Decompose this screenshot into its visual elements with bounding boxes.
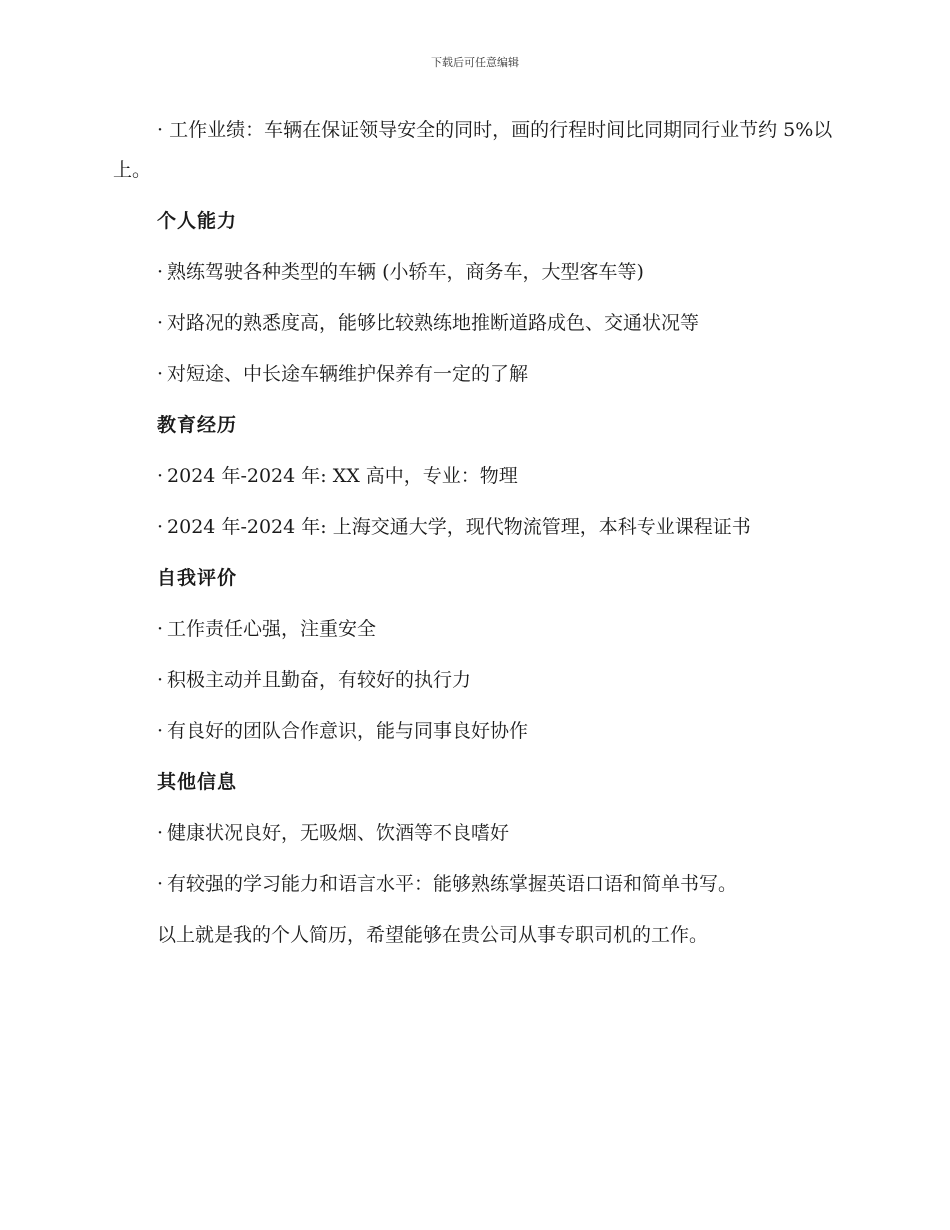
section-heading-other-info: 其他信息 (157, 771, 238, 793)
work-performance-paragraph: · 工作业绩：车辆在保证领导安全的同时，画的行程时间比同期同行业节约 5%以上。 (113, 119, 833, 181)
list-item: · 有良好的团队合作意识，能与同事良好协作 (113, 711, 833, 751)
list-item: · 有较强的学习能力和语言水平：能够熟练掌握英语口语和简单书写。 (113, 864, 833, 904)
resume-content (113, 110, 833, 955)
list-item: · 工作责任心强，注重安全 (113, 609, 833, 649)
list-item: · 对路况的熟悉度高，能够比较熟练地推断道路成色、交通状况等 (113, 303, 833, 343)
list-item: · 熟练驾驶各种类型的车辆 (小轿车，商务车，大型客车等) (113, 252, 833, 292)
section-heading-ability: 个人能力 (157, 210, 238, 232)
page-header: 下载后可任意编辑 (431, 56, 519, 69)
section-heading-self-evaluation: 自我评价 (157, 567, 238, 589)
section-heading-education: 教育经历 (157, 414, 238, 436)
list-item: · 2024 年-2024 年: XX 高中，专业：物理 (113, 456, 833, 496)
list-item: · 2024 年-2024 年: 上海交通大学，现代物流管理，本科专业课程证书 (113, 507, 833, 547)
list-item: · 积极主动并且勤奋，有较好的执行力 (113, 660, 833, 700)
list-item: · 健康状况良好，无吸烟、饮酒等不良嗜好 (113, 813, 833, 853)
list-item: · 对短途、中长途车辆维护保养有一定的了解 (113, 354, 833, 394)
closing-paragraph: 以上就是我的个人简历，希望能够在贵公司从事专职司机的工作。 (157, 924, 709, 946)
